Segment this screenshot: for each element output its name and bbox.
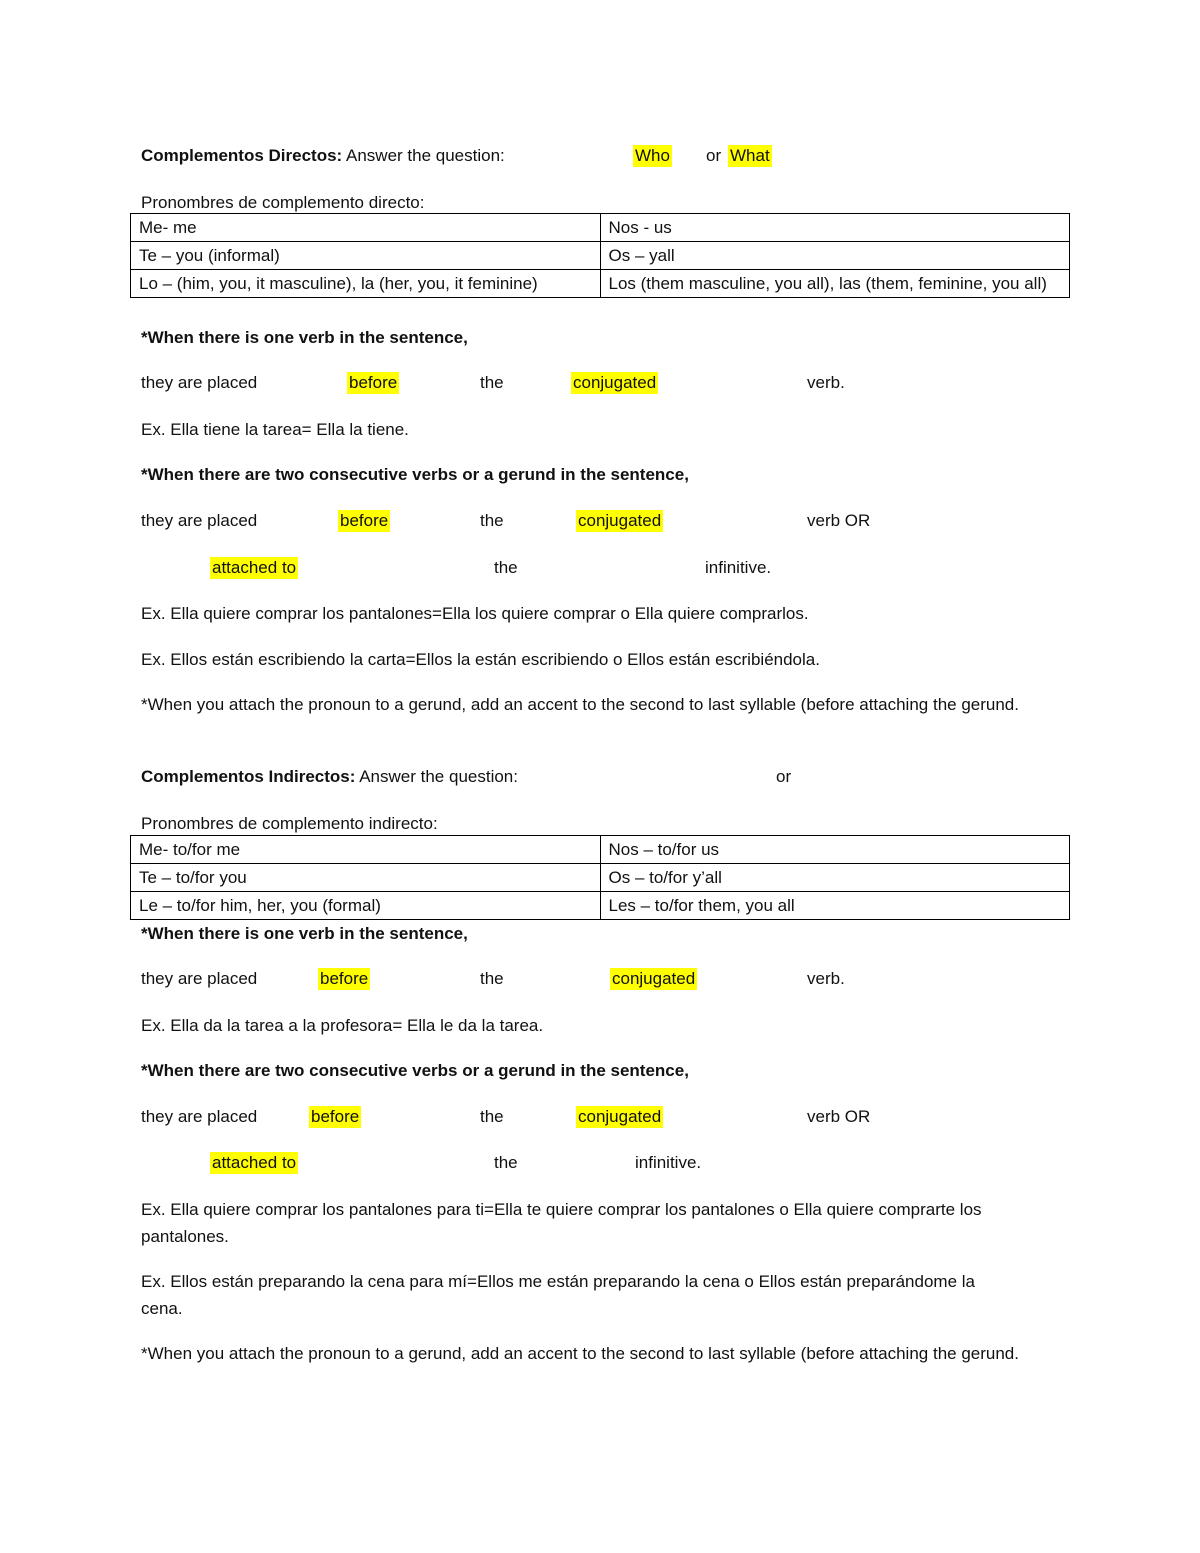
indirect-rule2: *When there are two consecutive verbs or a gerund in the sentence, [141,1061,689,1080]
indirect-rule2-placed: they are placed [141,1107,258,1126]
indirect-ex1: Ex. Ella da la tarea a la profesora= Ella le da la tarea. [141,1016,544,1035]
direct-attach-infinitive: infinitive. [705,558,772,577]
direct-heading-line [141,145,505,167]
table-row [131,270,1070,298]
table-cell: Os – to/for y’all [600,864,1070,892]
indirect-rule1-the: the [480,969,504,988]
direct-rule2-before: before [340,511,389,530]
table-cell: Os – yall [600,242,1070,270]
direct-rule2: *When there are two consecutive verbs or a gerund in the sentence, [141,465,689,484]
indirect-rule1: *When there is one verb in the sentence, [141,924,468,943]
indirect-rule1-verb: verb. [807,969,845,988]
direct-note: *When you attach the pronoun to a gerund, add an accent to the second to last syllable (before attaching the gerund. [141,695,1019,714]
indirect-or: or [776,767,792,786]
direct-attach-the: the [494,558,518,577]
direct-rule2-verb: verb OR [807,511,871,530]
direct-table-title: Pronombres de complemento directo: [141,193,425,212]
table-row [131,836,1070,864]
indirect-table-title: Pronombres de complemento indirecto: [141,814,438,833]
indirect-rule1-conjugated: conjugated [612,969,696,988]
table-cell: Me- to/for me [131,836,601,864]
direct-rule2-conjugated: conjugated [578,511,662,530]
direct-rule1-verb: verb. [807,373,845,392]
direct-rule2-the: the [480,511,504,530]
indirect-ex3: Ex. Ellos están preparando la cena para mí=Ellos me están preparando la cena o Ellos están preparándome la cena. [141,1272,975,1318]
indirect-note: *When you attach the pronoun to a gerund, add an accent to the second to last syllable (before attaching the gerund. [141,1344,1019,1363]
indirect-rule1-placed: they are placed [141,969,258,988]
direct-ex1: Ex. Ella tiene la tarea= Ella la tiene. [141,420,409,439]
table-cell: Les – to/for them, you all [600,892,1070,920]
indirect-rule2-conjugated: conjugated [578,1107,662,1126]
direct-or: or [706,146,722,165]
direct-rule1-before: before [349,373,398,392]
indirect-question-text: Answer the question: [359,767,518,786]
indirect-rule2-before: before [311,1107,360,1126]
direct-question-text: Answer the question: [346,146,505,165]
direct-attached-to: attached to [212,558,297,577]
direct-rule2-placed: they are placed [141,511,258,530]
indirect-rule2-the: the [480,1107,504,1126]
indirect-attach-the: the [494,1153,518,1172]
table-cell: Te – you (informal) [131,242,601,270]
direct-pronoun-table [130,213,1070,298]
indirect-heading-line [141,766,518,788]
table-cell: Te – to/for you [131,864,601,892]
table-row [131,214,1070,242]
direct-rule1-conjugated: conjugated [573,373,657,392]
table-row [131,242,1070,270]
indirect-ex2: Ex. Ella quiere comprar los pantalones para ti=Ella te quiere comprar los pantalones o Ella quiere comprarte los pantalones. [141,1200,982,1246]
table-cell: Lo – (him, you, it masculine), la (her, you, it feminine) [131,270,601,298]
direct-what: What [730,146,770,165]
table-row [131,864,1070,892]
indirect-pronoun-table [130,835,1070,920]
direct-who: Who [635,146,670,165]
indirect-heading: Complementos Indirectos: [141,767,356,786]
indirect-attach-infinitive: infinitive. [635,1153,702,1172]
table-cell: Nos - us [600,214,1070,242]
table-cell: Me- me [131,214,601,242]
indirect-attached-to: attached to [212,1153,297,1172]
direct-ex2: Ex. Ella quiere comprar los pantalones=Ella los quiere comprar o Ella quiere comprarlos. [141,604,809,623]
table-cell: Le – to/for him, her, you (formal) [131,892,601,920]
indirect-rule2-verb: verb OR [807,1107,871,1126]
direct-ex3: Ex. Ellos están escribiendo la carta=Ellos la están escribiendo o Ellos están escribiéndola. [141,650,820,669]
direct-heading: Complementos Directos: [141,146,343,165]
direct-rule1-the: the [480,373,504,392]
table-cell: Nos – to/for us [600,836,1070,864]
indirect-rule1-before: before [320,969,369,988]
direct-rule1-placed: they are placed [141,373,258,392]
direct-rule1: *When there is one verb in the sentence, [141,328,468,347]
table-row [131,892,1070,920]
table-cell: Los (them masculine, you all), las (them, feminine, you all) [600,270,1070,298]
